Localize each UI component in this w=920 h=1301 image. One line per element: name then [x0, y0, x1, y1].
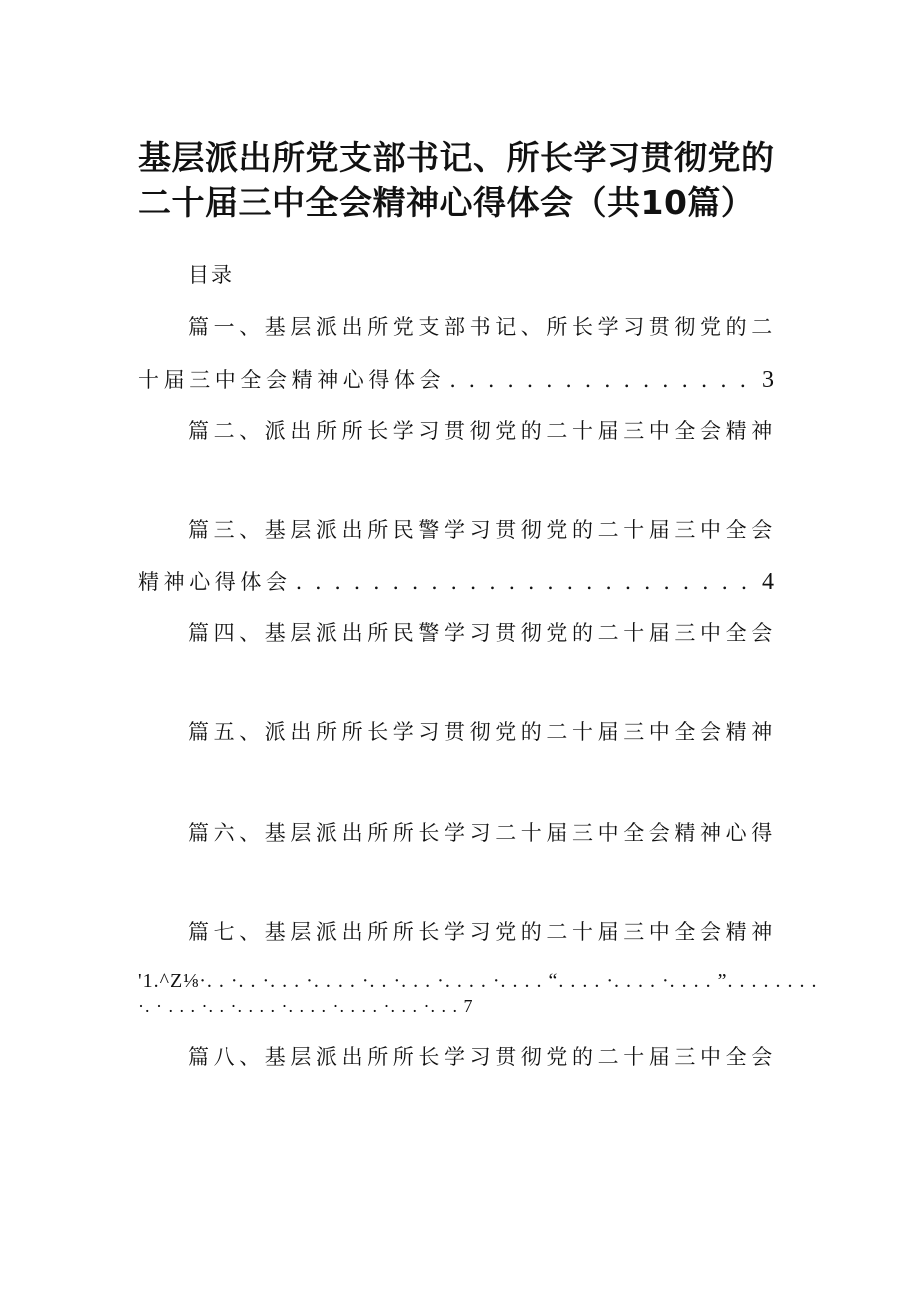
- toc-entry-1-page: 3: [762, 367, 774, 393]
- document-title-line-2: 二十届三中全会精神心得体会（共10篇）: [138, 183, 755, 222]
- toc-heading: 目录: [188, 263, 234, 287]
- toc-entry-7-garbled-line-1: '1.^Z⅛·. . ·. . ·. . . ·. . . . ·. . ·. . . ·. . . . ·. . . . “. . . . ·. . . . ·. . . . ”. . . . . . . .: [138, 970, 818, 992]
- toc-entry-8[interactable]: 篇八、基层派出所所长学习贯彻党的二十届三中全会: [188, 1045, 777, 1069]
- toc-leader-dots: [296, 568, 758, 596]
- toc-entry-3-page: 4: [762, 569, 774, 595]
- toc-entry-5[interactable]: 篇五、派出所所长学习贯彻党的二十届三中全会精神: [188, 720, 777, 744]
- toc-leader-dots: [449, 366, 758, 394]
- toc-entry-3-line-2[interactable]: [138, 568, 774, 596]
- toc-entry-6[interactable]: 篇六、基层派出所所长学习二十届三中全会精神心得: [188, 821, 777, 845]
- toc-entry-7[interactable]: 篇七、基层派出所所长学习党的二十届三中全会精神: [188, 920, 777, 944]
- toc-entry-1-line-2[interactable]: [138, 366, 774, 394]
- toc-entry-7-garbled-line-2: ·. · . . . ·. . ·. . . . ·. . . . ·. . . . ·. . . ·. . . 7: [138, 996, 474, 1016]
- document-title-line-1: 基层派出所党支部书记、所长学习贯彻党的: [138, 138, 775, 177]
- toc-entry-4[interactable]: 篇四、基层派出所民警学习贯彻党的二十届三中全会: [188, 621, 777, 645]
- toc-entry-3-line-1[interactable]: 篇三、基层派出所民警学习贯彻党的二十届三中全会: [188, 518, 777, 542]
- toc-entry-1-text: 十届三中全会精神心得体会: [138, 368, 446, 392]
- toc-entry-2[interactable]: 篇二、派出所所长学习贯彻党的二十届三中全会精神: [188, 419, 777, 443]
- toc-entry-3-text: 精神心得体会: [138, 570, 292, 594]
- toc-entry-1-line-1[interactable]: 篇一、基层派出所党支部书记、所长学习贯彻党的二: [188, 315, 777, 339]
